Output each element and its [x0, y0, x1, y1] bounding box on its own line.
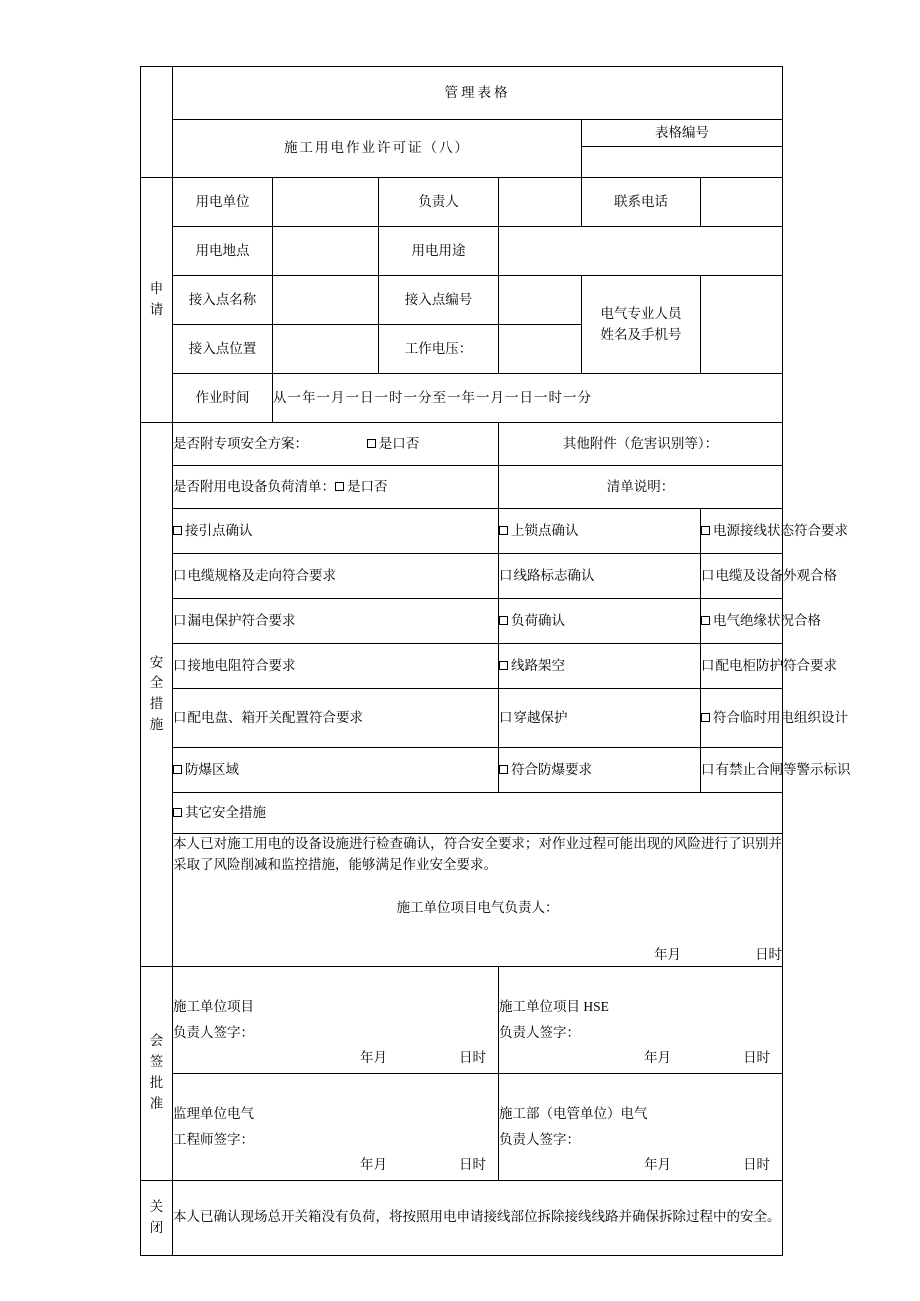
checklist-item-label: 线路架空: [511, 657, 565, 673]
field-label-worktime: 作业时间: [173, 374, 273, 423]
checkbox-icon[interactable]: [499, 661, 508, 670]
countersign-line1: 施工部（电管单位）电气: [499, 1106, 648, 1122]
section-label-close: 关闭: [141, 1180, 173, 1255]
header-row-title: [141, 120, 783, 147]
checkbox-icon[interactable]: [499, 526, 508, 535]
checklist-item-label: 符合防爆要求: [511, 761, 592, 777]
checkbox-icon[interactable]: [701, 713, 710, 722]
checklist-item-label: 负荷确认: [511, 612, 565, 628]
declaration-body: 本人已对施工用电的设备设施进行检查确认，符合安全要求；对作业过程可能出现的风险进行了识别并采取了风险削减和监控措施，能够满足作业安全要求。: [173, 836, 783, 872]
field-label-purpose: 用电用途: [379, 227, 499, 276]
countersign-date: [360, 1155, 486, 1176]
form-no-label: 表格编号: [582, 120, 783, 147]
doc-category-title: 管理表格: [173, 67, 783, 120]
safety-row-plan-attach: [141, 423, 783, 466]
attach-plan-label: 是否附专项安全方案：: [173, 435, 308, 451]
countersign-date-ym: 年月: [644, 1156, 672, 1172]
apply-row-unit: [141, 178, 783, 227]
countersign-date: [360, 1048, 486, 1069]
field-label-location: 用电地点: [173, 227, 273, 276]
checkbox-icon[interactable]: [701, 616, 710, 625]
declaration-row: [141, 834, 783, 967]
checklist-item-label: 有禁止合闸等警示标识: [715, 761, 851, 777]
checkbox-icon[interactable]: [173, 526, 182, 535]
section-label-safety: 安全措施: [141, 423, 173, 967]
checkbox-icon[interactable]: [701, 526, 710, 535]
electrician-label-line2: 姓名及手机号: [600, 326, 682, 342]
checkbox-icon[interactable]: 口: [499, 709, 513, 725]
countersign-date: [644, 1155, 770, 1176]
apply-row-worktime: [141, 374, 783, 423]
field-value-purpose[interactable]: [499, 227, 783, 276]
checklist-item-label: 符合临时用电组织设计: [713, 709, 848, 725]
checklist-item[interactable]: [499, 509, 701, 554]
checkbox-icon[interactable]: 口: [701, 657, 715, 673]
apply-row-location: [141, 227, 783, 276]
closing-row: [141, 1180, 783, 1255]
field-value-point-position[interactable]: [273, 325, 379, 374]
checklist-item[interactable]: [173, 689, 499, 748]
checklist-item[interactable]: [499, 748, 701, 793]
list-note-label: 清单说明：: [499, 466, 783, 509]
attach-other-label: 其他附件（危害识别等）：: [499, 423, 783, 466]
field-value-worktime[interactable]: 从一年一月一日一时一分至一年一月一日一时一分: [273, 374, 783, 423]
field-label-point-no: 接入点编号: [379, 276, 499, 325]
countersign-cell-contractor-pm[interactable]: [173, 966, 499, 1073]
checklist-row: [141, 554, 783, 599]
safety-row-load-list: [141, 466, 783, 509]
checklist-item[interactable]: [499, 689, 701, 748]
field-value-person[interactable]: [499, 178, 582, 227]
checkbox-icon[interactable]: 口: [499, 567, 513, 583]
field-label-voltage: 工作电压：: [379, 325, 499, 374]
declaration-date-dt: 日时: [755, 946, 783, 962]
attach-load-row: [173, 466, 499, 509]
checklist-item-label: 接引点确认: [185, 522, 253, 538]
checklist-item[interactable]: [701, 644, 837, 689]
checkbox-load-yes[interactable]: [335, 482, 344, 491]
attach-plan-no[interactable]: 口否: [392, 435, 420, 451]
countersign-line2: 负责人签字：: [499, 1024, 580, 1040]
countersign-line1: 监理单位电气: [173, 1106, 254, 1122]
checklist-item[interactable]: [499, 554, 701, 599]
countersign-date-dt: 日时: [459, 1156, 486, 1172]
header-row-category: [141, 67, 783, 120]
field-value-electrician[interactable]: [701, 276, 783, 374]
field-value-phone[interactable]: [701, 178, 783, 227]
checklist-item[interactable]: [701, 554, 837, 599]
countersign-line2: 负责人签字：: [173, 1024, 254, 1040]
attach-load-yes: 是: [347, 478, 361, 494]
checklist-item-label: 线路标志确认: [513, 567, 595, 583]
checklist-item-label: 电源接线状态符合要求: [713, 522, 848, 538]
field-label-person: 负责人: [379, 178, 499, 227]
checklist-item[interactable]: [701, 509, 848, 554]
checklist-row: [141, 599, 783, 644]
declaration-signature-label[interactable]: 施工单位项目电气负责人：: [396, 899, 559, 915]
checkbox-icon[interactable]: [499, 616, 508, 625]
countersign-date-dt: 日时: [743, 1156, 771, 1172]
checklist-item-label: 穿越保护: [513, 709, 568, 725]
checkbox-icon[interactable]: 口: [173, 612, 187, 628]
checklist-item[interactable]: [173, 599, 499, 644]
declaration-cell: [173, 834, 783, 967]
field-value-point-name[interactable]: [273, 276, 379, 325]
countersign-line1: 施工单位项目: [173, 999, 254, 1015]
checkbox-icon[interactable]: [173, 808, 182, 817]
field-label-point-position: 接入点位置: [173, 325, 273, 374]
checkbox-icon[interactable]: [499, 765, 508, 774]
checklist-item[interactable]: [173, 509, 499, 554]
countersign-date-ym: 年月: [644, 1049, 672, 1065]
checkbox-icon[interactable]: 口: [701, 567, 715, 583]
other-measure-row: [141, 793, 783, 834]
electrician-label-line1: 电气专业人员: [600, 305, 682, 321]
checklist-item[interactable]: [701, 689, 848, 748]
form-title: 施工用电作业许可证（八）: [173, 120, 582, 178]
checklist-item-other[interactable]: [173, 793, 783, 834]
section-label-countersign: 会签批准: [141, 966, 173, 1180]
field-value-unit[interactable]: [273, 178, 379, 227]
checklist-item[interactable]: [499, 599, 701, 644]
countersign-cell-supervisor-engineer[interactable]: [173, 1073, 499, 1180]
checklist-item-label: 漏电保护符合要求: [187, 612, 296, 628]
countersign-date-ym: 年月: [360, 1049, 387, 1065]
section-label-apply: 申请: [141, 178, 173, 423]
checklist-item[interactable]: [173, 554, 499, 599]
checkbox-icon[interactable]: 口: [173, 657, 187, 673]
field-label-electrician: [582, 276, 701, 374]
countersign-date-dt: 日时: [743, 1049, 771, 1065]
declaration-date-ym: 年月: [654, 946, 682, 962]
checklist-row: [141, 644, 783, 689]
checklist-item-label: 配电柜防护符合要求: [715, 657, 837, 673]
countersign-row-1: [141, 966, 783, 1073]
checklist-item-label: 电缆及设备外观合格: [715, 567, 837, 583]
checkbox-icon[interactable]: 口: [173, 567, 187, 583]
attach-load-label: 是否附用电设备负荷清单：: [173, 478, 335, 494]
attach-plan-row: [173, 423, 499, 466]
checklist-item[interactable]: [701, 599, 821, 644]
closing-body: 本人已确认现场总开关箱没有负荷，将按照用电申请接线部位拆除接线线路并确保拆除过程中的安全。: [173, 1180, 783, 1255]
countersign-cell-construction-dept[interactable]: [499, 1073, 783, 1180]
countersign-line2: 工程师签字：: [173, 1131, 254, 1147]
header-left-blank: [141, 67, 173, 178]
checklist-item-label: 防爆区域: [185, 761, 239, 777]
field-value-location[interactable]: [273, 227, 379, 276]
checklist-item[interactable]: [499, 644, 701, 689]
field-value-point-no[interactable]: [499, 276, 582, 325]
checklist-row: [141, 509, 783, 554]
field-label-phone: 联系电话: [582, 178, 701, 227]
field-label-point-name: 接入点名称: [173, 276, 273, 325]
checklist-item-label: 接地电阻符合要求: [187, 657, 296, 673]
checkbox-icon[interactable]: [173, 765, 182, 774]
other-measure-label: 其它安全措施: [185, 804, 266, 820]
attach-load-no[interactable]: 口否: [360, 478, 388, 494]
checkbox-plan-yes[interactable]: [367, 439, 376, 448]
permit-form-table: [140, 66, 851, 1256]
countersign-date: [644, 1048, 770, 1069]
apply-row-point-name: [141, 276, 783, 325]
countersign-line1: 施工单位项目 HSE: [499, 999, 609, 1015]
form-no-value[interactable]: [582, 147, 783, 178]
checkbox-icon[interactable]: 口: [173, 709, 187, 725]
field-value-voltage[interactable]: [499, 325, 582, 374]
checklist-item-label: 电气绝缘状况合格: [713, 612, 821, 628]
checklist-item[interactable]: [701, 748, 851, 793]
countersign-date-dt: 日时: [459, 1049, 486, 1065]
countersign-line2: 负责人签字：: [499, 1131, 580, 1147]
checklist-row: [141, 689, 783, 748]
checklist-item-label: 电缆规格及走向符合要求: [187, 567, 336, 583]
checkbox-icon[interactable]: 口: [701, 761, 715, 777]
checklist-item[interactable]: [173, 644, 499, 689]
checklist-row: [141, 748, 783, 793]
field-label-unit: 用电单位: [173, 178, 273, 227]
countersign-date-ym: 年月: [360, 1156, 387, 1172]
declaration-date-line: [173, 945, 782, 966]
attach-plan-yes: 是: [378, 435, 393, 451]
checklist-item[interactable]: [173, 748, 499, 793]
countersign-row-2: [141, 1073, 783, 1180]
checklist-item-label: 上锁点确认: [511, 522, 579, 538]
countersign-cell-contractor-hse[interactable]: [499, 966, 783, 1073]
checklist-item-label: 配电盘、箱开关配置符合要求: [187, 709, 363, 725]
